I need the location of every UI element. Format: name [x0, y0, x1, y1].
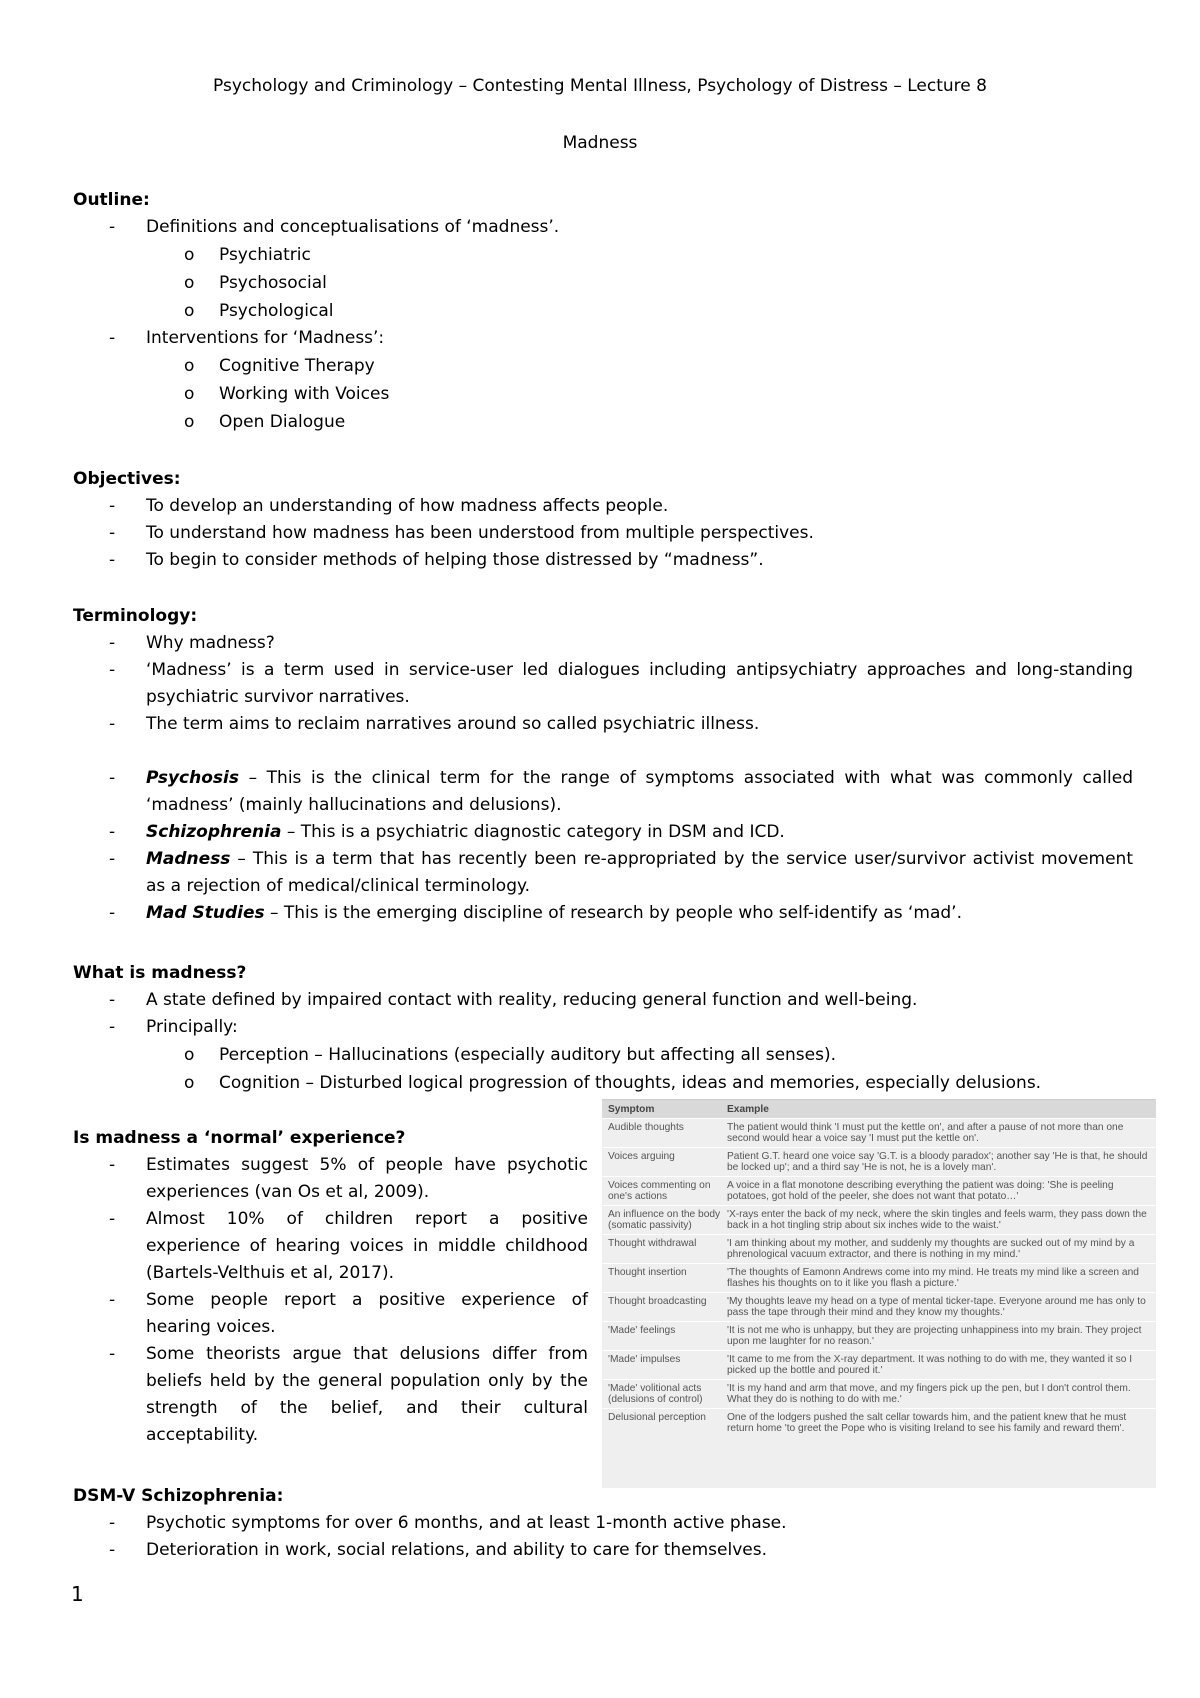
- outline-heading: Outline:: [73, 190, 150, 210]
- symptom-cell: An influence on the body (somatic passivity): [608, 1209, 721, 1231]
- table-row: [602, 1234, 1156, 1263]
- terminology-section: [73, 604, 1133, 927]
- terminology-item: - The term aims to reclaim narratives around so called psychiatric illness.: [73, 711, 1133, 738]
- normal-item: - Estimates suggest 5% of people have psychotic experiences (van Os et al, 2009).: [73, 1152, 588, 1206]
- normal-item: - Some people report a positive experience of hearing voices.: [73, 1287, 588, 1341]
- document-title: Psychology and Criminology – Contesting Mental Illness, Psychology of Distress – Lecture 8: [213, 76, 987, 96]
- example-cell: Patient G.T. heard one voice say 'G.T. is a bloody paradox'; another say 'He is that, he should be locked up'; and a third say 'He is not, he is a lovely man'.: [727, 1151, 1148, 1173]
- dsm-item: - Psychotic symptoms for over 6 months, and at least 1-month active phase.: [73, 1510, 1133, 1537]
- table-row: [602, 1321, 1156, 1350]
- what-is-item-text: Principally:: [146, 1017, 238, 1037]
- outline-subitem: o Psychosocial: [73, 269, 1133, 297]
- example-cell: 'It came to me from the X-ray department. It was nothing to do with me, they wanted it so I picked up the bottle and poured it.': [727, 1354, 1133, 1376]
- symptom-cell: 'Made' feelings: [608, 1325, 676, 1336]
- terminology-item: - ‘Madness’ is a term used in service-user led dialogues including antipsychiatry approaches and long-standing psychiatric survivor narratives.: [73, 657, 1133, 711]
- terminology-item: - Why madness?: [73, 630, 1133, 657]
- table-row: [602, 1147, 1156, 1176]
- outline-item: [73, 214, 1133, 325]
- term-text: – This is a term that has recently been re-appropriated by the service user/survivor activist movement as a rejection of medical/clinical terminology.: [146, 849, 1133, 896]
- outline-item: [73, 325, 1133, 436]
- term-text: – This is a psychiatric diagnostic category in DSM and ICD.: [281, 822, 785, 842]
- symptom-cell: Voices arguing: [608, 1151, 675, 1162]
- table-row: [602, 1408, 1156, 1437]
- what-is-subitem: o Cognition – Disturbed logical progression of thoughts, ideas and memories, especially delusions.: [73, 1069, 1133, 1097]
- symptom-cell: 'Made' volitional acts (delusions of control): [608, 1383, 703, 1405]
- document-subtitle: Madness: [562, 133, 638, 153]
- example-cell: One of the lodgers pushed the salt cellar towards him, and the patient knew that he must return home 'to greet the Pope who is visiting Ireland to see his family and reward them'.: [727, 1412, 1127, 1434]
- example-cell: The patient would think 'I must put the kettle on', and after a pause of not more than one second would hear a voice say 'I must put the kettle on'.: [727, 1122, 1124, 1144]
- page-number: 1: [71, 1582, 84, 1606]
- symptom-cell: Thought broadcasting: [608, 1296, 707, 1307]
- example-cell: 'X-rays enter the back of my neck, where the skin tingles and feels warm, they pass down the back in a hot tingling strip about six inches wide to the waist.': [727, 1209, 1147, 1231]
- term-definition: [73, 846, 1133, 900]
- term-definition: [73, 819, 1133, 846]
- symptom-table-header: [602, 1100, 1156, 1118]
- table-row: [602, 1118, 1156, 1147]
- outline-subitem: o Open Dialogue: [73, 408, 1133, 436]
- term-name: Psychosis: [146, 768, 239, 788]
- example-column-header: Example: [727, 1103, 769, 1115]
- outline-subitem: o Cognitive Therapy: [73, 352, 1133, 380]
- symptom-table: [602, 1099, 1156, 1488]
- term-name: Mad Studies: [146, 903, 265, 923]
- objective-item: - To understand how madness has been understood from multiple perspectives.: [73, 520, 1133, 547]
- outline-subitem: o Psychological: [73, 297, 1133, 325]
- symptom-cell: Audible thoughts: [608, 1122, 684, 1133]
- dsm-heading: DSM-V Schizophrenia:: [73, 1486, 284, 1506]
- term-definition: [73, 765, 1133, 819]
- term-name: Schizophrenia: [146, 822, 282, 842]
- symptom-column-header: Symptom: [608, 1103, 655, 1115]
- symptom-cell: Delusional perception: [608, 1412, 706, 1423]
- table-row: [602, 1176, 1156, 1205]
- what-is-subitem: o Perception – Hallucinations (especially auditory but affecting all senses).: [73, 1041, 1133, 1069]
- table-row: [602, 1263, 1156, 1292]
- outline-subitem: o Psychiatric: [73, 241, 1133, 269]
- example-cell: A voice in a flat monotone describing everything the patient was doing: 'She is peeling potatoes, got hold of the peeler, she does not want that potato…': [727, 1180, 1114, 1202]
- example-cell: 'My thoughts leave my head on a type of mental ticker-tape. Everyone around me has only to pass the tape through their mind and they know my thoughts.': [727, 1296, 1146, 1318]
- term-text: – This is the emerging discipline of research by people who self-identify as ‘mad’.: [264, 903, 962, 923]
- table-row: [602, 1292, 1156, 1321]
- outline-item-text: Definitions and conceptualisations of ‘madness’.: [146, 217, 560, 237]
- symptom-cell: 'Made' impulses: [608, 1354, 681, 1365]
- dsm-section: [73, 1484, 1133, 1564]
- normal-item: - Some theorists argue that delusions differ from beliefs held by the general population only by the strength of the belief, and their cultural acceptability.: [73, 1341, 588, 1449]
- table-row: [602, 1379, 1156, 1408]
- objective-item: - To begin to consider methods of helping those distressed by “madness”.: [73, 547, 1133, 574]
- symptom-cell: Thought withdrawal: [608, 1238, 697, 1249]
- table-row: [602, 1205, 1156, 1234]
- outline-item-text: Interventions for ‘Madness’:: [146, 328, 385, 348]
- example-cell: 'It is my hand and arm that move, and my fingers pick up the pen, but I don't control them. What they do is nothing to do with me.': [727, 1383, 1131, 1405]
- outline-subitem: o Working with Voices: [73, 380, 1133, 408]
- example-cell: 'The thoughts of Eamonn Andrews come into my mind. He treats my mind like a screen and flashes his thoughts on to it like you flash a picture.': [727, 1267, 1139, 1289]
- term-definition: [73, 900, 1133, 927]
- what-is-item: - A state defined by impaired contact with reality, reducing general function and well-being.: [73, 987, 1133, 1014]
- dsm-item: - Deterioration in work, social relations, and ability to care for themselves.: [73, 1537, 1133, 1564]
- what-is-item: [73, 1014, 1133, 1097]
- outline-section: [73, 188, 1133, 436]
- term-name: Madness: [146, 849, 231, 869]
- table-row: [602, 1350, 1156, 1379]
- terminology-heading: Terminology:: [73, 606, 198, 626]
- term-text: – This is the clinical term for the range of symptoms associated with what was commonly called ‘madness’ (mainly hallucinations and delusions).: [146, 768, 1133, 815]
- objectives-section: [73, 467, 1133, 574]
- example-cell: 'It is not me who is unhappy, but they are projecting unhappiness into my brain. They project upon me laughter for no reason.': [727, 1325, 1142, 1347]
- symptom-cell: Thought insertion: [608, 1267, 687, 1278]
- objectives-heading: Objectives:: [73, 469, 181, 489]
- example-cell: 'I am thinking about my mother, and suddenly my thoughts are sucked out of my mind by a phrenological vacuum extractor, and there is nothing in my mind.': [727, 1238, 1135, 1260]
- symptom-cell: Voices commenting on one's actions: [608, 1180, 711, 1202]
- normal-experience-heading: Is madness a ‘normal’ experience?: [73, 1128, 406, 1148]
- what-is-madness-heading: What is madness?: [73, 963, 247, 983]
- what-is-madness-section: [73, 961, 1133, 1097]
- normal-item: - Almost 10% of children report a positive experience of hearing voices in middle childhood (Bartels-Velthuis et al, 2017).: [73, 1206, 588, 1287]
- objective-item: - To develop an understanding of how madness affects people.: [73, 493, 1133, 520]
- normal-experience-section: [73, 1126, 588, 1449]
